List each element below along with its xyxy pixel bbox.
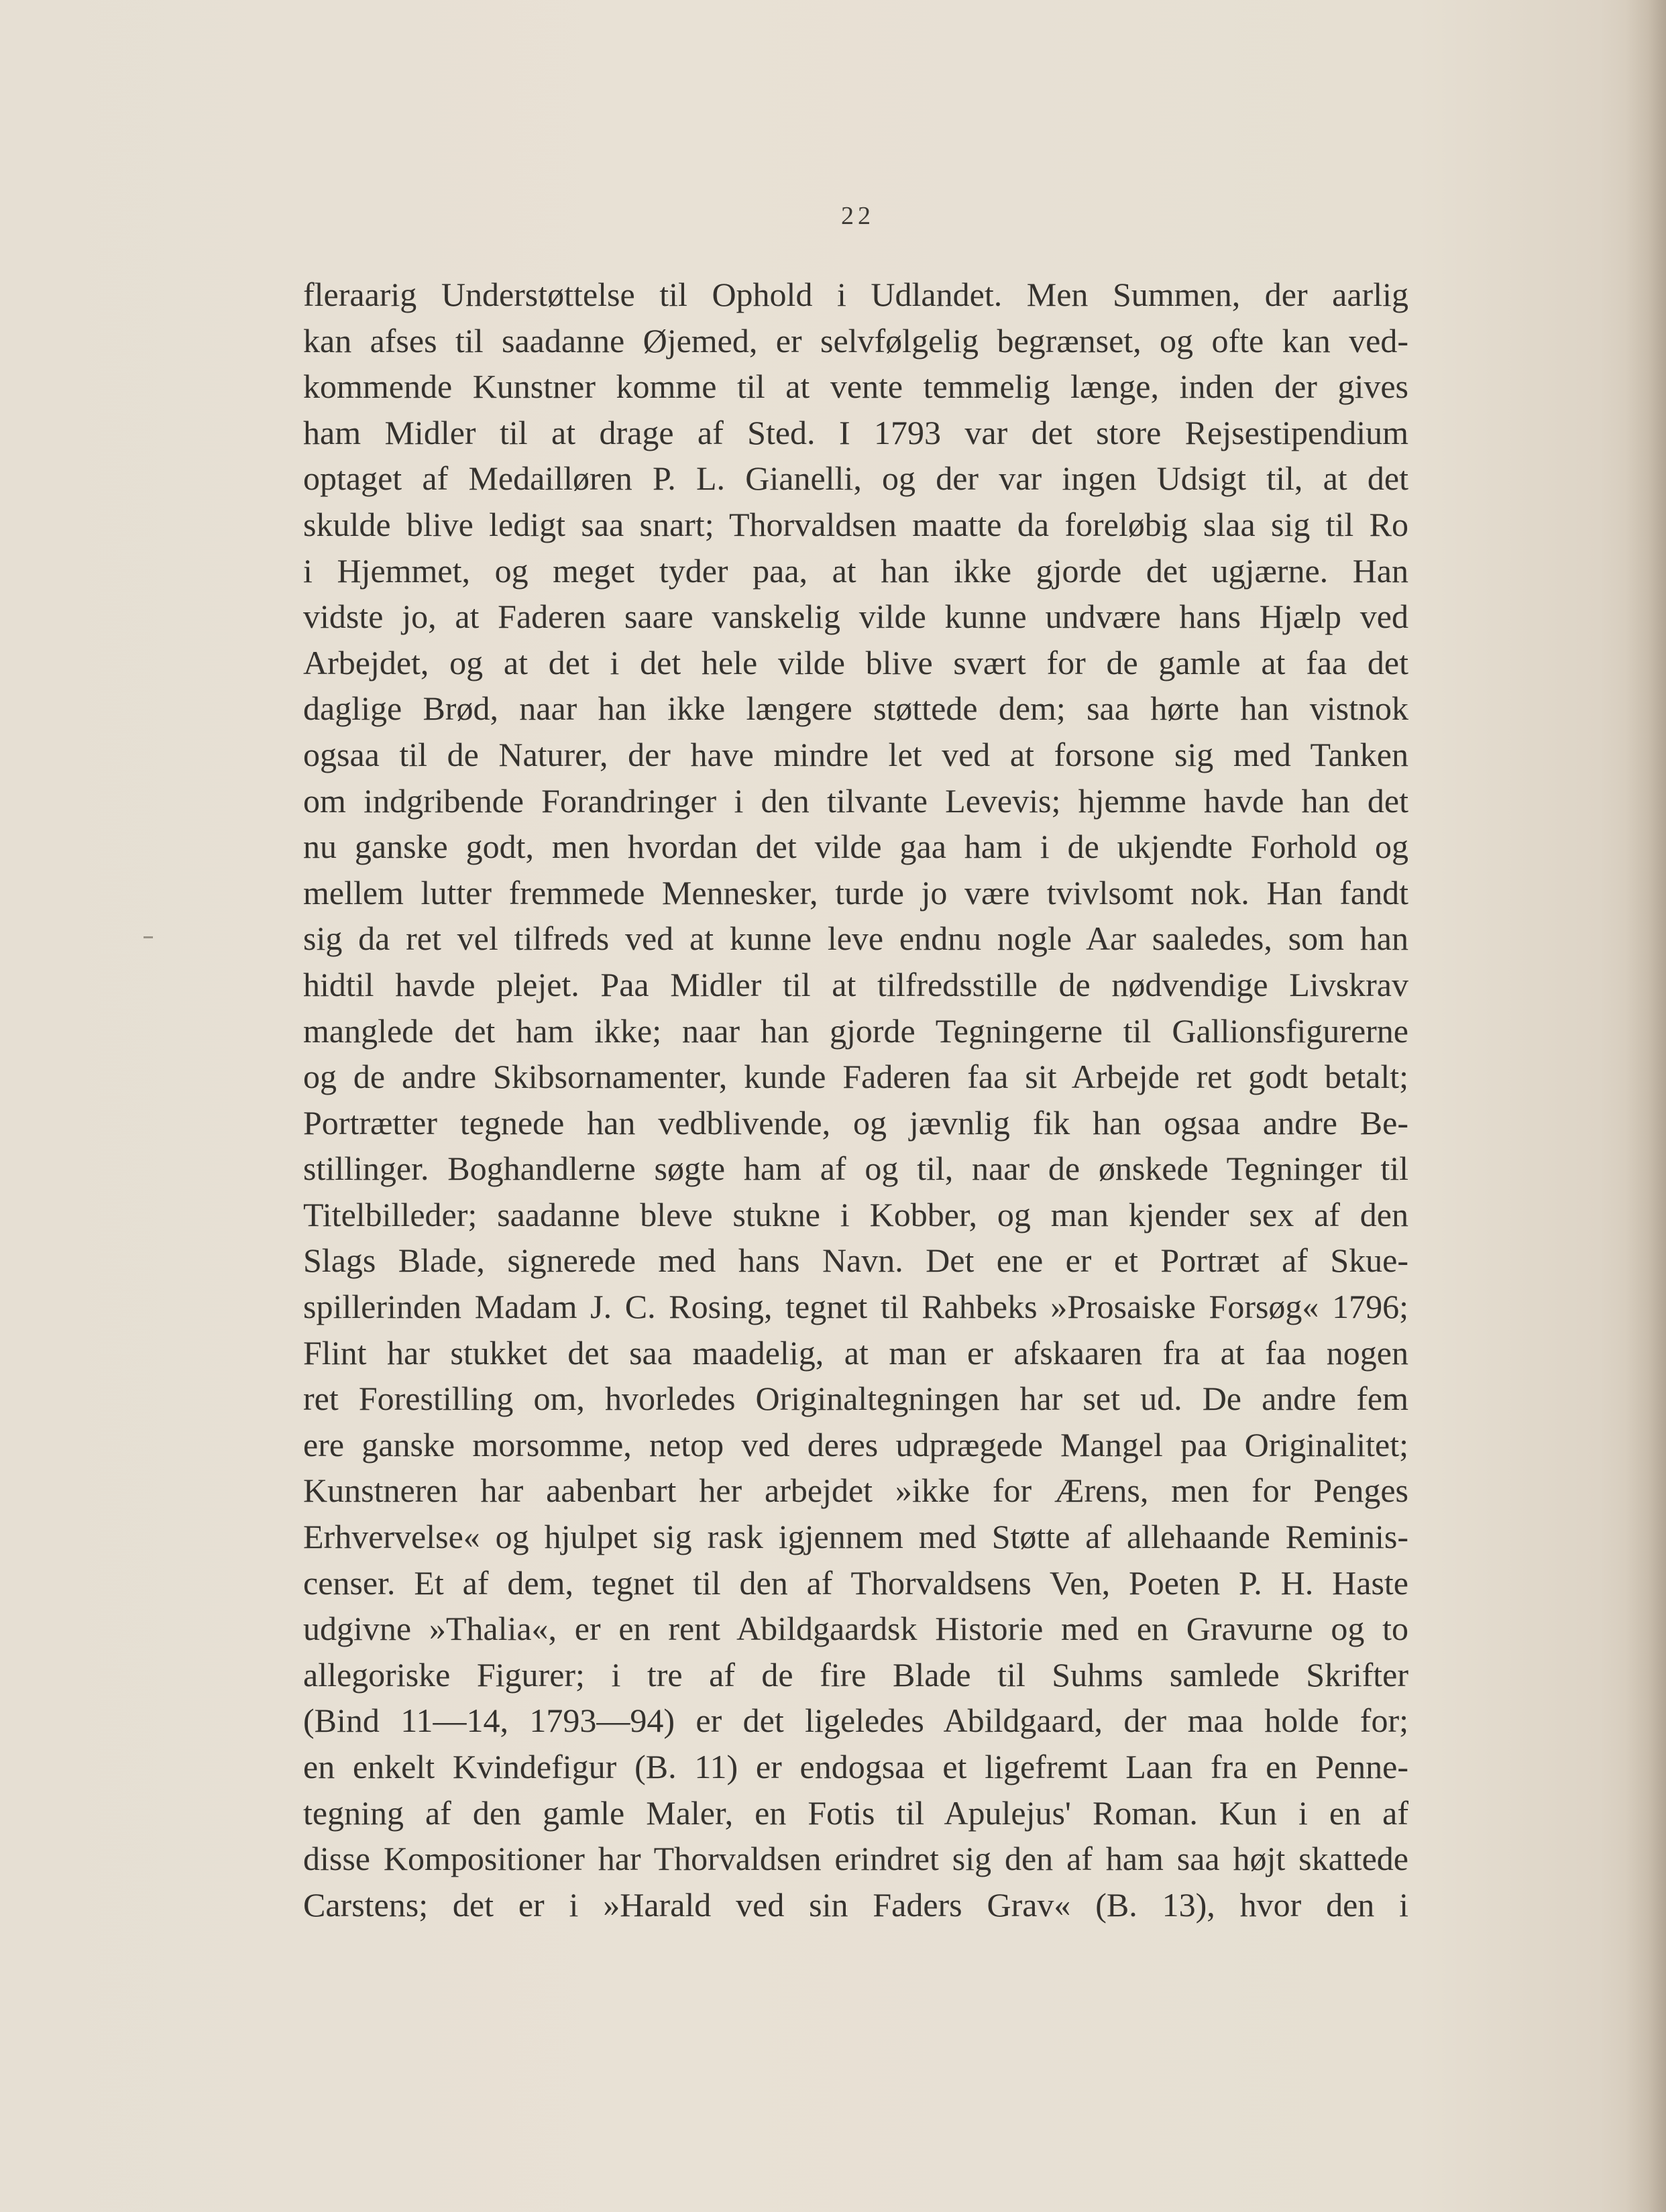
text-line: om indgribende Forandringer i den tilvante Levevis; hjemme havde han det — [303, 781, 1408, 820]
text-line: kommende Kunstner komme til at vente temmelig længe, inden der gives — [303, 368, 1408, 406]
text-line: optaget af Medailløren P. L. Gianelli, og der var ingen Udsigt til, at det — [303, 459, 1408, 498]
text-line: ham Midler til at drage af Sted. I 1793 var det store Rejsestipendium — [303, 413, 1408, 451]
text-line: mellem lutter fremmede Mennesker, turde jo være tvivlsomt nok. Han fandt — [303, 873, 1408, 911]
text-line: allegoriske Figurer; i tre af de fire Blade til Suhms samlede Skrifter — [303, 1655, 1408, 1694]
text-line: Carstens; det er i »Harald ved sin Faders Grav« (B. 13), hvor den i — [303, 1885, 1408, 1924]
text-line: kan afses til saadanne Øjemed, er selvfølgelig begrænset, og ofte kan ved- — [303, 321, 1408, 360]
margin-mark — [144, 936, 153, 938]
text-line: ere ganske morsomme, netop ved deres udprægede Mangel paa Originalitet; — [303, 1425, 1408, 1463]
text-line: fleraarig Understøttelse til Ophold i Udlandet. Men Summen, der aarlig — [303, 276, 1408, 313]
text-line: Titelbilleder; saadanne bleve stukne i Kobber, og man kjender sex af den — [303, 1195, 1408, 1233]
text-line: Slags Blade, signerede med hans Navn. Det ene er et Portræt af Skue- — [303, 1241, 1408, 1280]
text-line: Portrætter tegnede han vedblivende, og jævnlig fik han ogsaa andre Be- — [303, 1103, 1408, 1142]
text-line: ogsaa til de Naturer, der have mindre let ved at forsone sig med Tanken — [303, 735, 1408, 773]
text-line: Erhvervelse« og hjulpet sig rask igjennem med Støtte af allehaande Reminis- — [303, 1518, 1408, 1556]
body-text — [303, 272, 1408, 1928]
text-line: manglede det ham ikke; naar han gjorde Tegningerne til Gallionsfigurerne — [303, 1011, 1408, 1050]
text-line: og de andre Skibsornamenter, kunde Faderen faa sit Arbejde ret godt betalt; — [303, 1058, 1408, 1096]
text-line: tegning af den gamle Maler, en Fotis til Apulejus' Roman. Kun i en af — [303, 1793, 1408, 1832]
text-line: Flint har stukket det saa maadelig, at man er afskaaren fra at faa nogen — [303, 1333, 1408, 1372]
text-line: daglige Brød, naar han ikke længere støttede dem; saa hørte han vistnok — [303, 689, 1408, 728]
text-line: skulde blive ledigt saa snart; Thorvaldsen maatte da foreløbig slaa sig til Ro — [303, 505, 1408, 543]
text-line: nu ganske godt, men hvordan det vilde gaa ham i de ukjendte Forhold og — [303, 828, 1408, 866]
text-line: sig da ret vel tilfreds ved at kunne leve endnu nogle Aar saaledes, som han — [303, 920, 1408, 958]
text-line: ret Forestilling om, hvorledes Originaltegningen har set ud. De andre fem — [303, 1380, 1408, 1418]
text-line: udgivne »Thalia«, er en rent Abildgaardsk Historie med en Gravurne og to — [303, 1610, 1408, 1648]
text-line: i Hjemmet, og meget tyder paa, at han ikke gjorde det ugjærne. Han — [303, 551, 1408, 590]
text-line: Kunstneren har aabenbart her arbejdet »ikke for Ærens, men for Penges — [303, 1472, 1408, 1510]
text-line: vidste jo, at Faderen saare vanskelig vilde kunne undvære hans Hjælp ved — [303, 598, 1408, 636]
text-line: (Bind 11—14, 1793—94) er det ligeledes Abildgaard, der maa holde for; — [303, 1702, 1408, 1740]
page-number: 22 — [841, 202, 875, 230]
text-line: disse Kompositioner har Thorvaldsen erindret sig den af ham saa højt skattede — [303, 1840, 1408, 1878]
text-line: en enkelt Kvindefigur (B. 11) er endogsaa et ligefremt Laan fra en Penne- — [303, 1748, 1408, 1785]
text-line: censer. Et af dem, tegnet til den af Thorvaldsens Ven, Poeten P. H. Haste — [303, 1563, 1408, 1602]
page-edge-shadow — [1626, 0, 1666, 2212]
text-line: spillerinden Madam J. C. Rosing, tegnet til Rahbeks »Prosaiske Forsøg« 1796; — [303, 1288, 1408, 1326]
text-line: hidtil havde plejet. Paa Midler til at tilfredsstille de nødvendige Livskrav — [303, 965, 1408, 1003]
text-line: stillinger. Boghandlerne søgte ham af og til, naar de ønskede Tegninger til — [303, 1150, 1408, 1188]
text-line: Arbejdet, og at det i det hele vilde blive svært for de gamle at faa det — [303, 643, 1408, 681]
